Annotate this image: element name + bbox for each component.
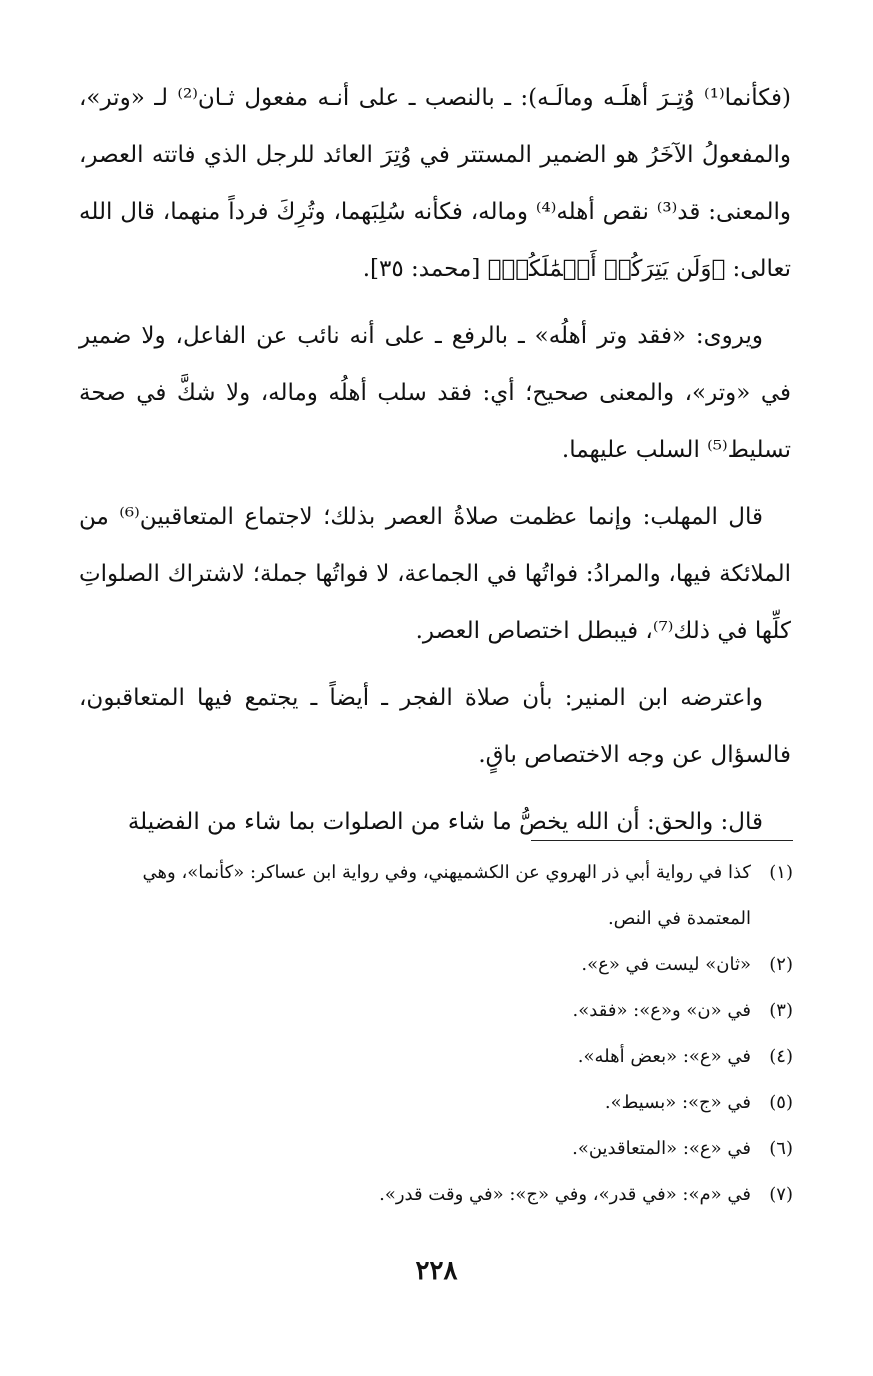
footnote	[79, 988, 793, 1034]
footnote-text: في «م»: «في قدر»، وفي «ج»: «في وقت قدر».	[379, 1184, 751, 1205]
footnote	[79, 850, 793, 942]
footnote	[79, 1126, 793, 1172]
paragraph: (فكأنما⁽¹⁾ وُتِـرَ أهلَـه ومالَـه): ـ بالنصب ـ على أنـه مفعول ثـان⁽²⁾ لـ «وتر»، والمفعولُ الآخَرُ هو الضمير المستتر في وُتِرَ العائد للرجل الذي فاتته العصر، والمعنى: قد⁽³⁾ نقص أهله⁽⁴⁾ وماله، فكأنه سُلِبَهما، وتُرِكَ فرداً منهما، قال الله تعالى: ﴿وَلَن يَتِرَكُمۡ أَعۡمَٰلَكُمۡ﴾ [محمد: ٣٥].	[79, 85, 791, 282]
footnote-text: «ثان» ليست في «ع».	[581, 954, 751, 975]
footnote-divider	[531, 840, 793, 841]
footnote-number: (٥)	[769, 1092, 793, 1113]
footnote-number: (٦)	[769, 1138, 793, 1159]
main-text	[79, 70, 791, 861]
footnote-text: في «ع»: «المتعاقدين».	[572, 1138, 751, 1159]
footnote	[79, 942, 793, 988]
footnote-number: (٧)	[769, 1184, 793, 1205]
footnote	[79, 1080, 793, 1126]
footnote	[79, 1034, 793, 1080]
footnote-number: (٢)	[769, 954, 793, 975]
footnote	[79, 1172, 793, 1218]
footnotes	[79, 850, 793, 1218]
page-number: ٢٢٨	[415, 1256, 458, 1286]
footnote-number: (٣)	[769, 1000, 793, 1021]
paragraph: واعترضه ابن المنير: بأن صلاة الفجر ـ أيضاً ـ يجتمع فيها المتعاقبون، فالسؤال عن وجه الاختصاص باقٍ.	[79, 685, 791, 768]
paragraph: قال المهلب: وإنما عظمت صلاةُ العصر بذلك؛ لاجتماع المتعاقبين⁽⁶⁾ من الملائكة فيها، والمرادُ: فواتُها في الجماعة، لا فواتُها جملة؛ لاشتراك الصلواتِ كلِّها في ذلك⁽⁷⁾، فيبطل اختصاص العصر.	[79, 504, 791, 644]
footnote-text: في «ع»: «بعض أهله».	[577, 1046, 751, 1067]
footnote-number: (٤)	[769, 1046, 793, 1067]
paragraph: ويروى: «فقد وتر أهلُه» ـ بالرفع ـ على أنه نائب عن الفاعل، ولا ضمير في «وتر»، والمعنى صحيح؛ أي: فقد سلب أهلُه وماله، ولا شكَّ في صحة تسليط⁽⁵⁾ السلب عليهما.	[79, 323, 791, 463]
footnote-text: كذا في رواية أبي ذر الهروي عن الكشميهني، وفي رواية ابن عساكر: «كأنما»، وهي المعتمدة في النص.	[142, 862, 751, 929]
paragraph: قال: والحق: أن الله يخصُّ ما شاء من الصلوات بما شاء من الفضيلة	[127, 809, 763, 835]
footnote-text: في «ج»: «بسيط».	[604, 1092, 751, 1113]
footnote-text: في «ن» و«ع»: «فقد».	[572, 1000, 751, 1021]
footnote-number: (١)	[769, 862, 793, 883]
